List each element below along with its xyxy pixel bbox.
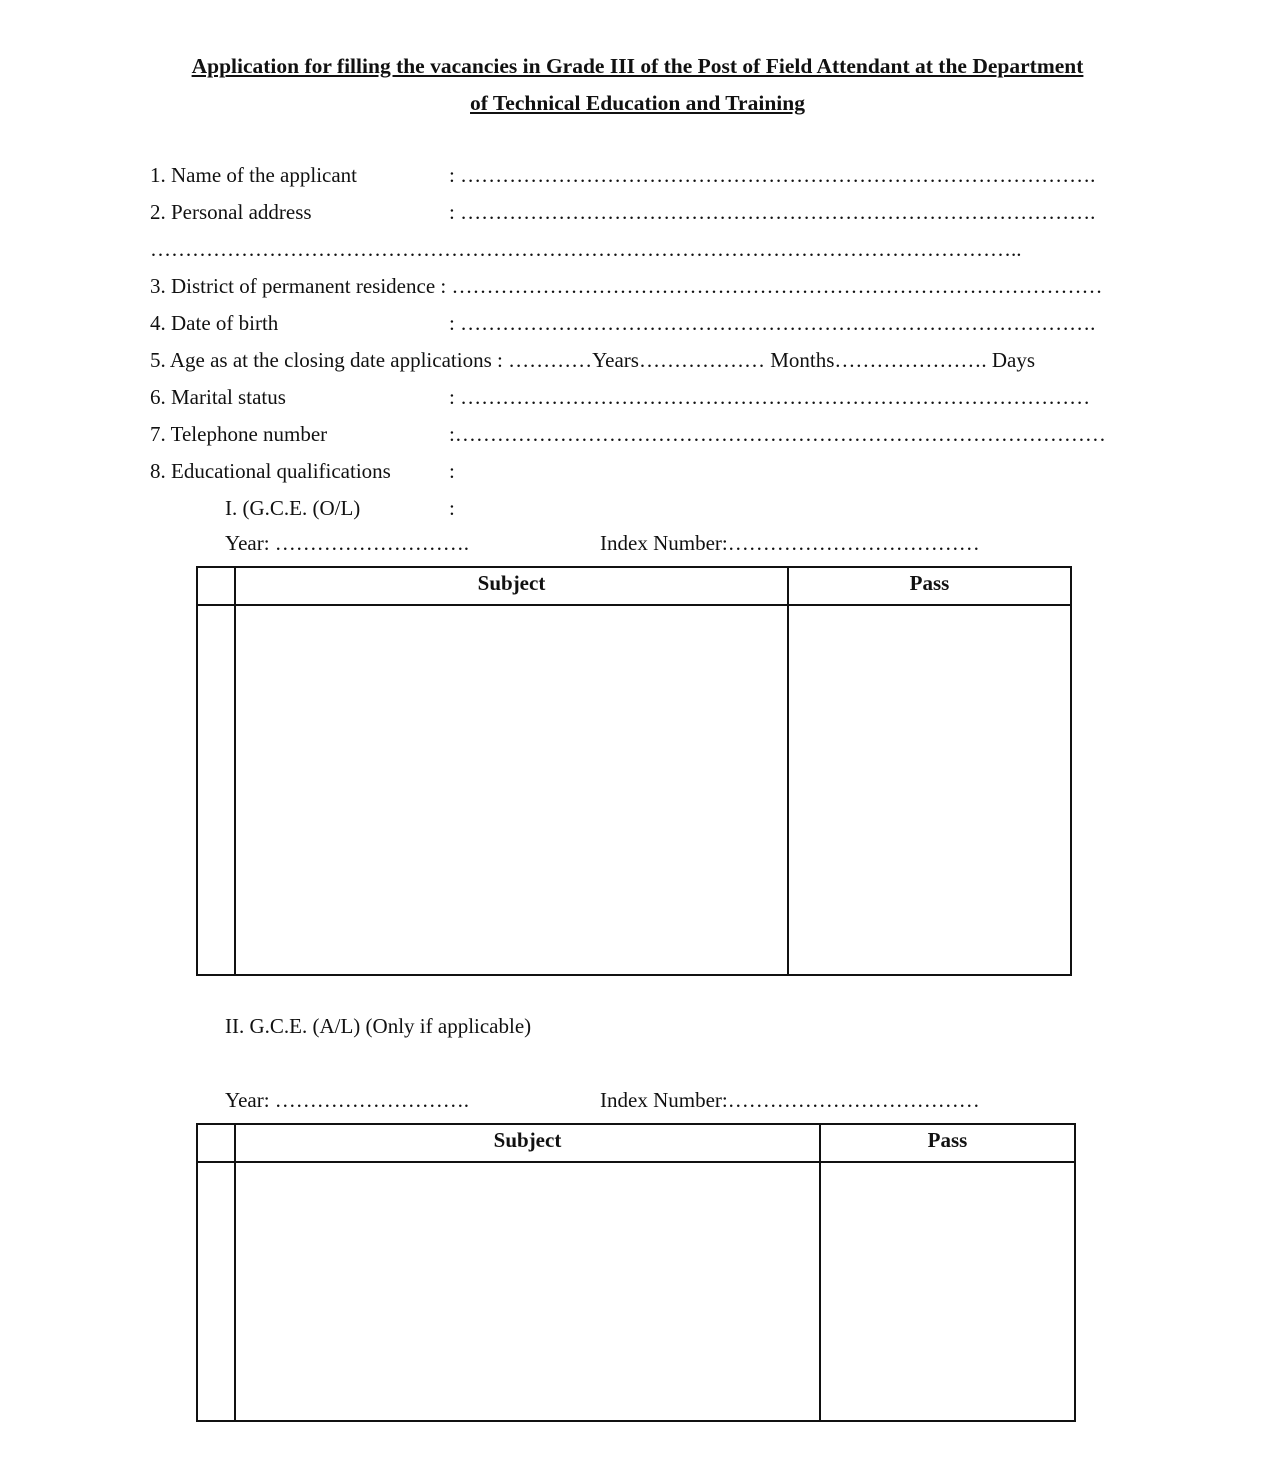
ol-table-header-number (197, 567, 235, 605)
form-title-line-2: of Technical Education and Training (470, 91, 805, 115)
ol-table-header-pass: Pass (788, 567, 1071, 605)
al-table-subject-cell[interactable] (235, 1162, 820, 1421)
al-table-number-cell[interactable] (197, 1162, 235, 1421)
al-table-header-number (197, 1124, 235, 1162)
ol-index-field[interactable]: Index Number:……………………………… (600, 531, 980, 555)
ol-label: I. (G.C.E. (O/L) (225, 496, 361, 520)
al-table-header-subject: Subject (235, 1124, 820, 1162)
ol-table-number-cell[interactable] (197, 605, 235, 975)
al-table-header-row (197, 1124, 1075, 1162)
ol-table-subject-cell[interactable] (235, 605, 788, 975)
al-index-field[interactable]: Index Number:……………………………… (600, 1088, 980, 1112)
age-label[interactable]: 5. Age as at the closing date applications : …………Years……………… Months…………………. Days (150, 348, 1036, 372)
al-label: II. G.C.E. (A/L) (Only if applicable) (225, 1014, 532, 1038)
phone-value[interactable]: :………………………………………………………………………………… (449, 422, 1106, 446)
al-table-header-pass: Pass (820, 1124, 1075, 1162)
marital-label: 6. Marital status (150, 385, 286, 409)
marital-value[interactable]: : ……………………………………………………………………………… (449, 385, 1091, 409)
address-value[interactable]: : ………………………………………………………………………………. (449, 200, 1096, 224)
ol-table-pass-cell[interactable] (788, 605, 1071, 975)
education-colon: : (449, 459, 455, 483)
ol-results-table (196, 566, 1072, 976)
ol-table-header-row (197, 567, 1071, 605)
ol-table-body-row (197, 605, 1071, 975)
address-line-2-value[interactable]: …………………………………………………………………………………………………………….. (150, 237, 1022, 261)
dob-value[interactable]: : ………………………………………………………………………………. (449, 311, 1096, 335)
ol-table-header-subject: Subject (235, 567, 788, 605)
al-results-table (196, 1123, 1076, 1422)
district-label[interactable]: 3. District of permanent residence : ………………………………………………………………………………… (150, 274, 1103, 298)
name-value[interactable]: : ………………………………………………………………………………. (449, 163, 1096, 187)
phone-label: 7. Telephone number (150, 422, 328, 446)
education-label: 8. Educational qualifications (150, 459, 391, 483)
al-table-body-row (197, 1162, 1075, 1421)
al-table-pass-cell[interactable] (820, 1162, 1075, 1421)
ol-colon: : (449, 496, 455, 520)
name-label: 1. Name of the applicant (150, 163, 358, 187)
form-title-line-1: Application for filling the vacancies in Grade III of the Post of Field Attendant at the Department (191, 54, 1084, 78)
dob-label: 4. Date of birth (150, 311, 279, 335)
address-label: 2. Personal address (150, 200, 312, 224)
form-title (130, 48, 1145, 122)
al-year-field[interactable]: Year: ………………………. (225, 1088, 470, 1112)
ol-year-field[interactable]: Year: ………………………. (225, 531, 470, 555)
